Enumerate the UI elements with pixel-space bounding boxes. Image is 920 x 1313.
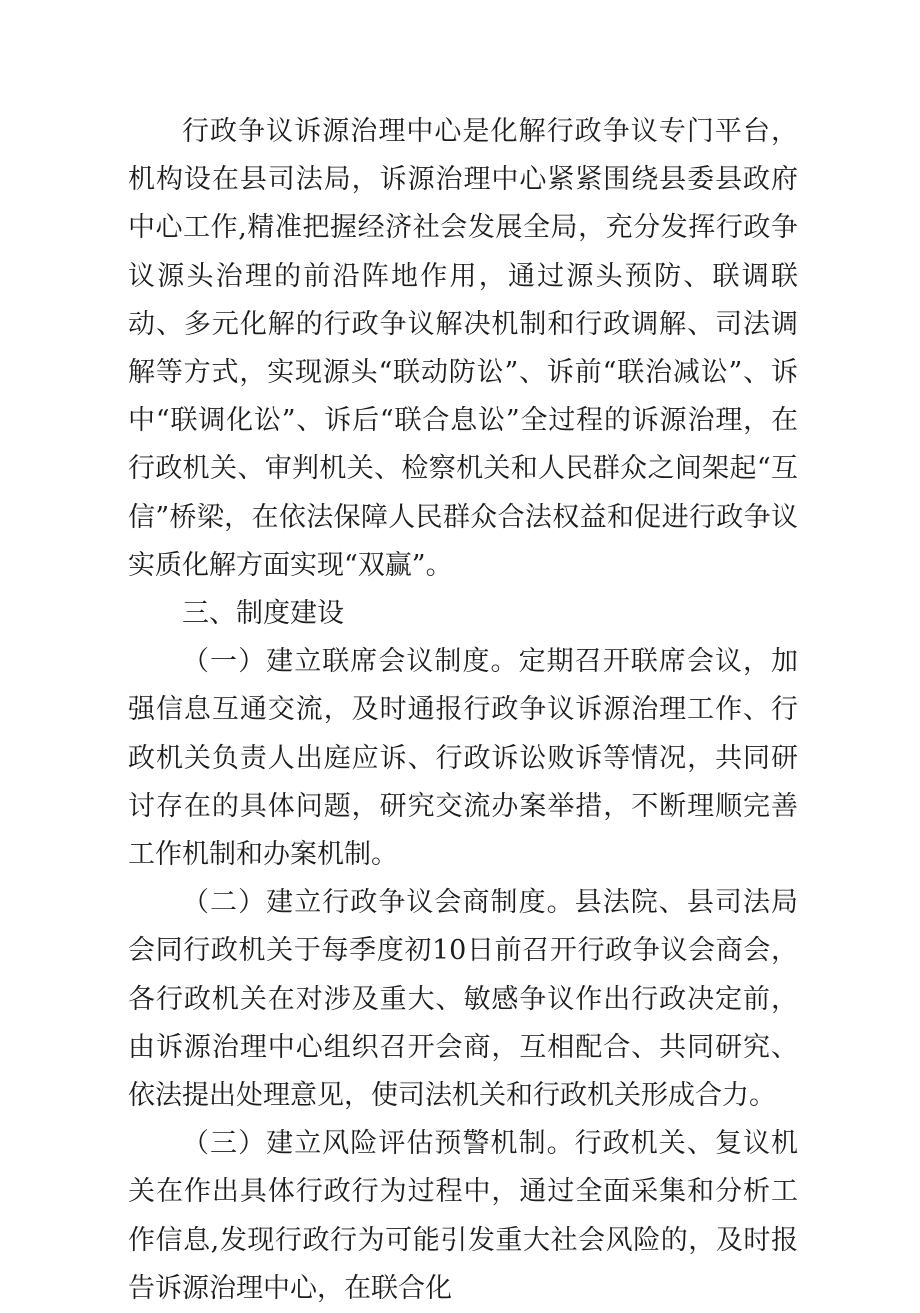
paragraph-item-3: （三）建立风险评估预警机制。行政机关、复议机关在作出具体行政行为过程中，通过全面采集和分析工作信息,发现行政行为可能引发重大社会风险的，及时报告诉源治理中心，在联合化 [128,1128,798,1304]
section-heading: 三、制度建设 [182,598,344,630]
paragraph-item-2: （二）建立行政争议会商制度。县法院、县司法局会同行政机关于每季度初10日前召开行政争议会商会，各行政机关在对涉及重大、敏感争议作出行政决定前，由诉源治理中心组织召开会商，互相配合、共同研究、依法提出处理意见，使司法机关和行政机关形成合力。 [128,887,798,1112]
paragraph-intro: 行政争议诉源治理中心是化解行政争议专门平台，机构设在县司法局，诉源治理中心紧紧围绕县委县政府中心工作,精准把握经济社会发展全局，充分发挥行政争议源头治理的前沿阵地作用，通过源头预防、联调联动、多元化解的行政争议解决机制和行政调解、司法调解等方式，实现源头“联动防讼”、诉前“联治减讼”、诉中“联调化讼”、诉后“联合息讼”全过程的诉源治理，在行政机关、审判机关、检察机关和人民群众之间架起“互信”桥梁，在依法保障人民群众合法权益和促进行政争议实质化解方面实现“双赢”。 [128,116,798,581]
paragraph-item-1: （一）建立联席会议制度。定期召开联席会议，加强信息互通交流，及时通报行政争议诉源治理工作、行政机关负责人出庭应诉、行政诉讼败诉等情况，共同研讨存在的具体问题，研究交流办案举措，不断理顺完善工作机制和办案机制。 [128,646,798,871]
document-body [128,108,798,1313]
